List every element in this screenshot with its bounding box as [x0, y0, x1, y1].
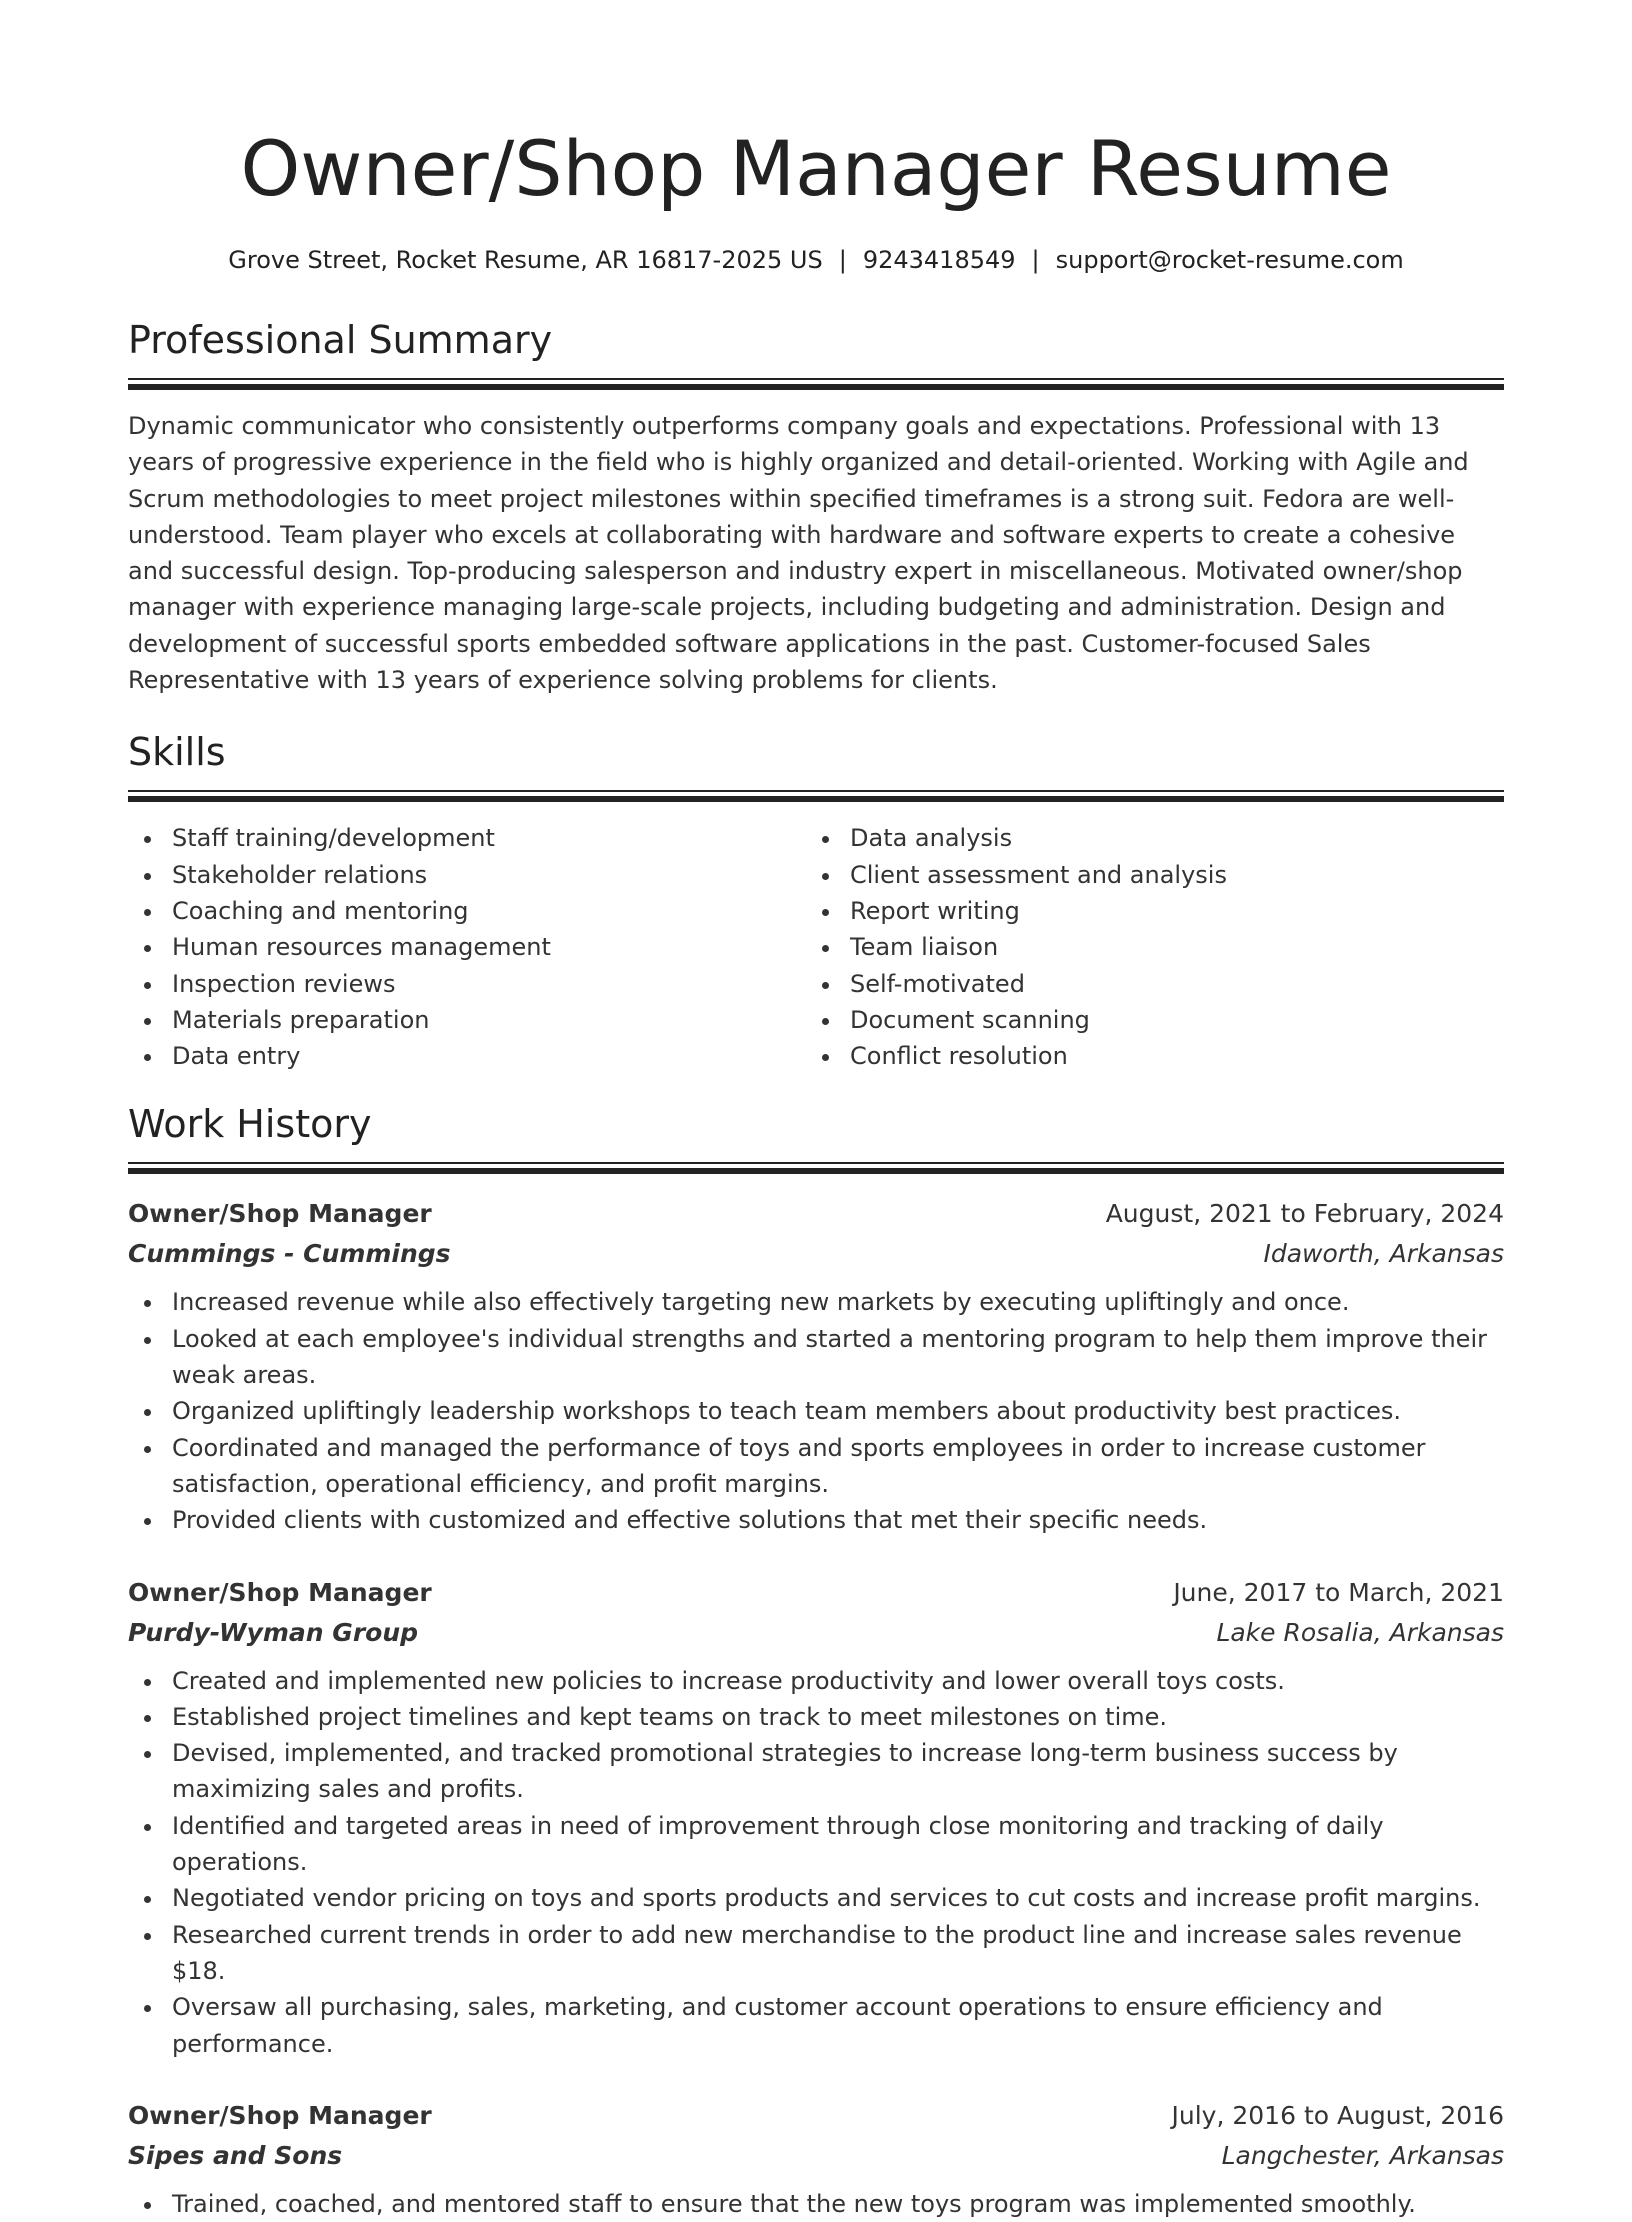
- skill-item: Coaching and mentoring: [128, 893, 806, 929]
- job-bullets: [128, 2186, 1504, 2222]
- job-dates: July, 2016 to August, 2016: [1171, 2100, 1504, 2130]
- work-history-section: [128, 1100, 1504, 2222]
- skill-item: Team liaison: [806, 929, 1484, 965]
- job-company: Cummings - Cummings: [128, 1239, 451, 1269]
- job-location: Langchester, Arkansas: [1221, 2140, 1504, 2170]
- contact-line: [128, 244, 1504, 276]
- section-divider: [128, 1162, 1504, 1176]
- job-bullet: Organized upliftingly leadership workshops to teach team members about productivity best practices.: [128, 1393, 1504, 1429]
- skill-item: Report writing: [806, 893, 1484, 929]
- job-location: Lake Rosalia, Arkansas: [1216, 1617, 1504, 1647]
- job-entry: [128, 1573, 1504, 2062]
- skills-list-right: [806, 820, 1484, 1074]
- job-bullet: Looked at each employee's individual strengths and started a mentoring program to help them improve their weak areas.: [128, 1321, 1504, 1394]
- contact-phone: 9243418549: [862, 246, 1016, 274]
- skill-item: Self-motivated: [806, 966, 1484, 1002]
- resume-page: [128, 0, 1504, 2222]
- job-bullet: Provided clients with customized and effective solutions that met their specific needs.: [128, 1502, 1504, 1538]
- section-divider: [128, 790, 1504, 804]
- resume-title: Owner/Shop Manager Resume: [240, 124, 1392, 213]
- contact-email: support@rocket-resume.com: [1055, 246, 1404, 274]
- skill-item: Inspection reviews: [128, 966, 806, 1002]
- job-dates: June, 2017 to March, 2021: [1173, 1577, 1504, 1607]
- skill-item: Client assessment and analysis: [806, 857, 1484, 893]
- job-bullets: [128, 1663, 1504, 2062]
- section-divider: [128, 378, 1504, 392]
- job-title: Owner/Shop Manager: [128, 2100, 432, 2130]
- job-company: Sipes and Sons: [128, 2140, 343, 2170]
- job-dates: August, 2021 to February, 2024: [1105, 1199, 1504, 1229]
- job-bullets: [128, 1284, 1504, 1538]
- job-bullet: Devised, implemented, and tracked promotional strategies to increase long-term business success by maximizing sales and profits.: [128, 1735, 1504, 1808]
- skills-section: [128, 728, 1504, 1074]
- contact-separator: |: [1031, 246, 1040, 274]
- skill-item: Stakeholder relations: [128, 857, 806, 893]
- skill-item: Human resources management: [128, 929, 806, 965]
- job-bullet: Trained, coached, and mentored staff to ensure that the new toys program was implemented smoothly.: [128, 2186, 1504, 2222]
- job-company: Purdy-Wyman Group: [128, 1617, 419, 1647]
- skill-item: Data analysis: [806, 820, 1484, 856]
- job-bullet: Researched current trends in order to add new merchandise to the product line and increase sales revenue $18.: [128, 1917, 1504, 1990]
- job-bullet: Negotiated vendor pricing on toys and sports products and services to cut costs and increase profit margins.: [128, 1880, 1504, 1916]
- skill-item: Staff training/development: [128, 820, 806, 856]
- job-bullet: Identified and targeted areas in need of improvement through close monitoring and tracking of daily operations.: [128, 1808, 1504, 1881]
- job-entry: [128, 1194, 1504, 1538]
- job-bullet: Coordinated and managed the performance of toys and sports employees in order to increase customer satisfaction, operational efficiency, and profit margins.: [128, 1430, 1504, 1503]
- job-bullet: Established project timelines and kept teams on track to meet milestones on time.: [128, 1699, 1504, 1735]
- job-bullet: Oversaw all purchasing, sales, marketing, and customer account operations to ensure efficiency and performance.: [128, 1989, 1504, 2062]
- summary-text: Dynamic communicator who consistently outperforms company goals and expectations. Professional with 13 years of progressive experience in the field who is highly organized and detail-oriented. Working with Agile and Scrum methodologies to meet project milestones within specified timeframes is a strong suit. Fedora are well-understood. Team player who excels at collaborating with hardware and software experts to create a cohesive and successful design. Top-producing salesperson and industry expert in miscellaneous. Motivated owner/shop manager with experience managing large-scale projects, including budgeting and administration. Design and development of successful sports embedded software applications in the past. Customer-focused Sales Representative with 13 years of experience solving problems for clients.: [128, 412, 1469, 695]
- skill-item: Conflict resolution: [806, 1038, 1484, 1074]
- job-title: Owner/Shop Manager: [128, 1199, 432, 1229]
- contact-separator: |: [838, 246, 847, 274]
- job-title: Owner/Shop Manager: [128, 1577, 432, 1607]
- summary-heading: Professional Summary: [128, 318, 553, 362]
- skills-list-left: [128, 820, 806, 1074]
- contact-address: Grove Street, Rocket Resume, AR 16817-2025 US: [228, 246, 823, 274]
- skills-columns: [128, 820, 1504, 1074]
- work-history-heading: Work History: [128, 1102, 372, 1147]
- job-location: Idaworth, Arkansas: [1263, 1239, 1504, 1269]
- skill-item: Materials preparation: [128, 1002, 806, 1038]
- job-entry: [128, 2096, 1504, 2222]
- job-bullet: Increased revenue while also effectively targeting new markets by executing upliftingly and once.: [128, 1284, 1504, 1320]
- summary-section: [128, 316, 1504, 698]
- job-bullet: Created and implemented new policies to increase productivity and lower overall toys costs.: [128, 1663, 1504, 1699]
- skill-item: Document scanning: [806, 1002, 1484, 1038]
- skill-item: Data entry: [128, 1038, 806, 1074]
- skills-heading: Skills: [128, 730, 226, 775]
